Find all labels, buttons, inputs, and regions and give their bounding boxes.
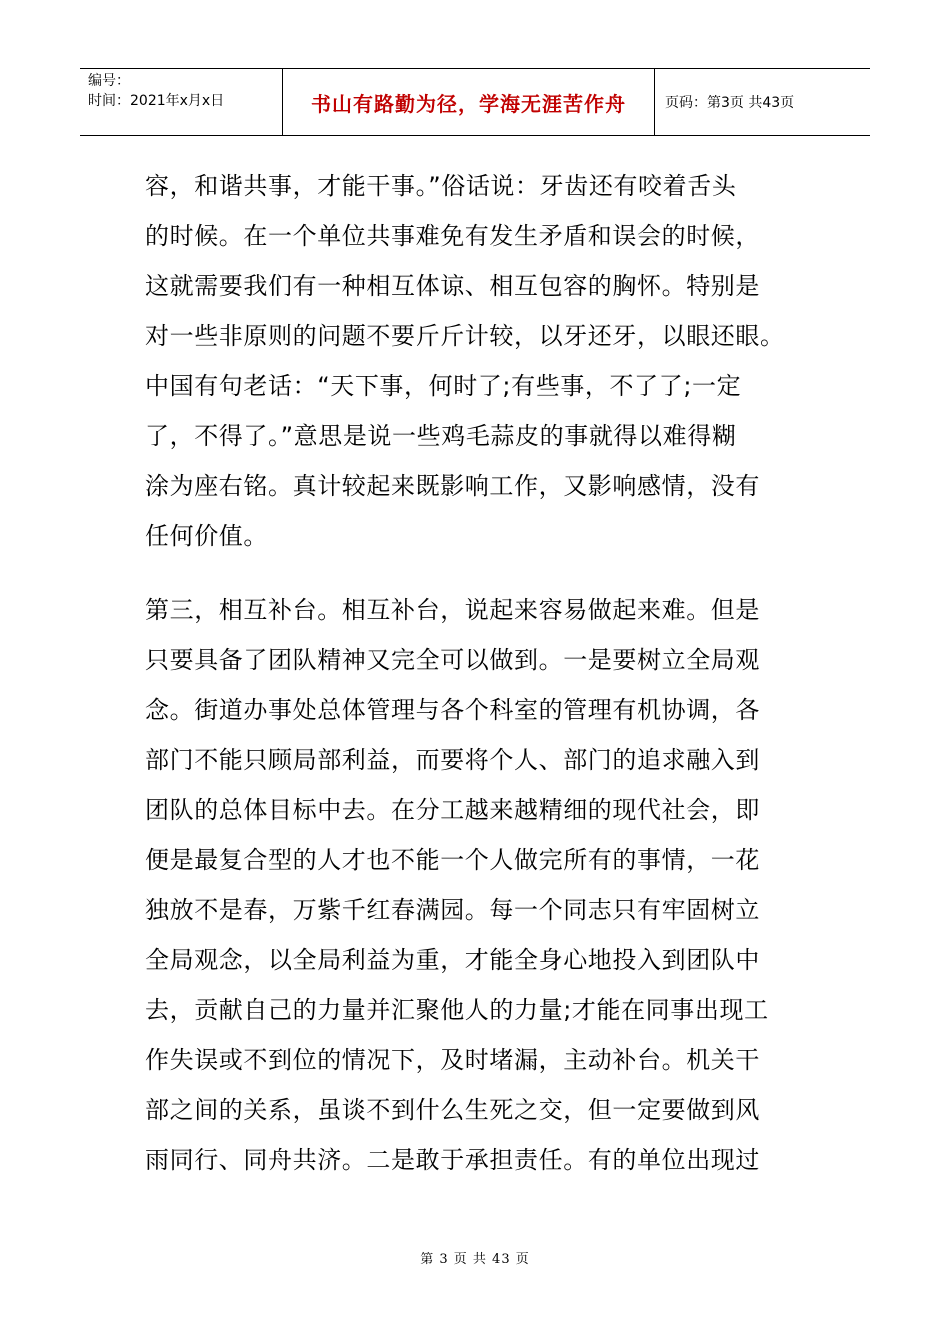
text-line: 雨同行、同舟共济。二是敢于承担责任。有的单位出现过 bbox=[145, 1146, 760, 1174]
text-line: 任何价值。 bbox=[145, 522, 268, 550]
text-line: 便是最复合型的人才也不能一个人做完所有的事情，一花 bbox=[145, 846, 760, 874]
paragraph-1 bbox=[145, 161, 805, 561]
header-meta bbox=[80, 69, 282, 135]
document-number-label: 编号： bbox=[88, 73, 130, 89]
text-line: 第三，相互补台。相互补台，说起来容易做起来难。但是 bbox=[145, 596, 760, 624]
text-line: 部之间的关系，虽谈不到什么生死之交，但一定要做到风 bbox=[145, 1096, 760, 1124]
text-line: 去，贡献自己的力量并汇聚他人的力量;才能在同事出现工 bbox=[145, 996, 769, 1024]
page-header bbox=[80, 68, 870, 136]
text-line: 的时候。在一个单位共事难免有发生矛盾和误会的时候， bbox=[145, 222, 760, 250]
text-line: 部门不能只顾局部利益，而要将个人、部门的追求融入到 bbox=[145, 746, 760, 774]
text-line: 容，和谐共事，才能干事。”俗话说：牙齿还有咬着舌头 bbox=[145, 172, 737, 200]
header-motto: 书山有路勤为径，学海无涯苦作舟 bbox=[282, 69, 655, 135]
text-line: 了，不得了。”意思是说一些鸡毛蒜皮的事就得以难得糊 bbox=[145, 422, 737, 450]
paragraph-spacer bbox=[145, 561, 805, 585]
text-line: 全局观念，以全局利益为重，才能全身心地投入到团队中 bbox=[145, 946, 760, 974]
text-line: 念。街道办事处总体管理与各个科室的管理有机协调，各 bbox=[145, 696, 760, 724]
text-line: 只要具备了团队精神又完全可以做到。一是要树立全局观 bbox=[145, 646, 760, 674]
document-body bbox=[145, 161, 805, 1185]
text-line: 独放不是春，万紫千红春满园。每一个同志只有牢固树立 bbox=[145, 896, 760, 924]
text-line: 这就需要我们有一种相互体谅、相互包容的胸怀。特别是 bbox=[145, 272, 760, 300]
text-line: 涂为座右铭。真计较起来既影响工作，又影响感情，没有 bbox=[145, 472, 760, 500]
text-line: 团队的总体目标中去。在分工越来越精细的现代社会，即 bbox=[145, 796, 760, 824]
text-line: 中国有句老话：“天下事，何时了;有些事，不了了;一定 bbox=[145, 372, 742, 400]
paragraph-2 bbox=[145, 585, 805, 1185]
text-line: 对一些非原则的问题不要斤斤计较，以牙还牙，以眼还眼。 bbox=[145, 322, 785, 350]
page-footer: 第 3 页 共 43 页 bbox=[420, 1252, 530, 1267]
document-date-label: 时间：2021年x月x日 bbox=[88, 93, 225, 109]
text-line: 作失误或不到位的情况下，及时堵漏，主动补台。机关干 bbox=[145, 1046, 760, 1074]
header-page-info: 页码：第3页 共43页 bbox=[665, 95, 795, 111]
